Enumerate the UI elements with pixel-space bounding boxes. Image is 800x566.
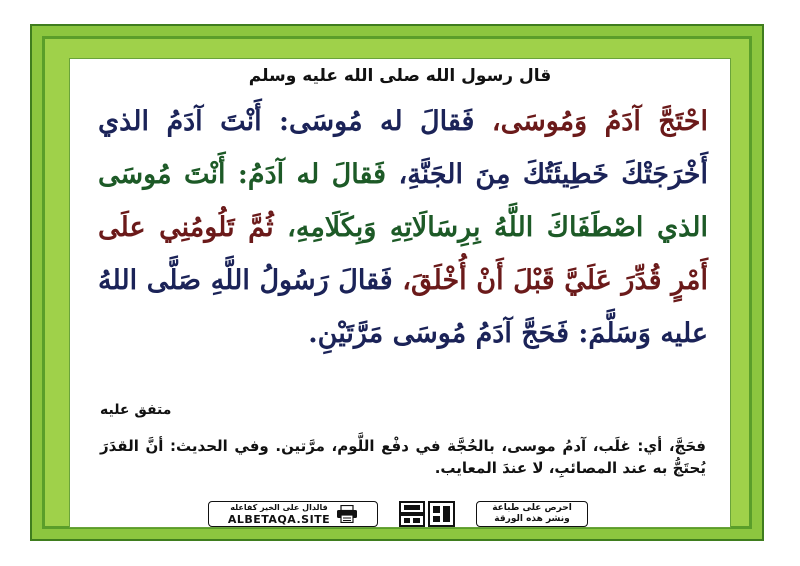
- hadith-segment: احْتَجَّ آدَمُ وَمُوسَى،: [474, 106, 708, 137]
- hadith-text: [98, 95, 708, 360]
- card-header: قال رسول الله صلى الله عليه وسلم: [248, 66, 552, 86]
- share-note-box: [476, 501, 588, 527]
- hadith-card: [69, 58, 731, 528]
- explanation-text: فحَجَّ، أي: غلَب، آدمُ موسى، بالحُجَّة في دفْع اللَّوم، مرَّتين. وفي الحديث: أنَّ القدَرَ يُحتَجُّ به عند المصائبِ، لا عندَ المعايب.: [100, 437, 706, 477]
- hadith-segment: فَقالَ له مُوسَى: أَنْتَ آدَمُ الذي أَخْرَجَتْكَ خَطِيئَتُكَ مِنَ الجَنَّةِ،: [98, 106, 708, 190]
- share-note-line: ونشر هذه الورقة: [494, 514, 570, 524]
- website-url: ALBETAQA.SITE: [227, 513, 331, 526]
- share-note-line: احرص على طباعة: [492, 503, 572, 513]
- printer-icon: [336, 505, 358, 523]
- website-box[interactable]: [208, 501, 378, 527]
- footer-bar: [208, 499, 588, 529]
- albetaqa-logo-icon: [399, 501, 455, 527]
- hadith-segment: ثُمَّ تَلُومُنِي علَى أَمْرٍ قُدِّرَ عَلَيَّ قَبْلَ أَنْ أُخْلَقَ،: [98, 212, 708, 296]
- website-text: [228, 502, 330, 526]
- hadith-segment: فَقالَ رَسُولُ اللَّهِ صَلَّى اللهُ عليه وَسَلَّمَ: فَحَجَّ آدَمُ مُوسَى مَرَّتَيْنِ.: [98, 265, 708, 349]
- hadith-source: متفق عليه: [100, 402, 172, 418]
- hadith-segment: فَقالَ له آدَمُ: أَنْتَ مُوسَى الذي اصْطَفَاكَ اللَّهُ بِرِسَالَاتِهِ وَبِكَلَامِهِ،: [98, 159, 708, 243]
- motto-text: فالدال على الخير كفاعله: [230, 503, 328, 512]
